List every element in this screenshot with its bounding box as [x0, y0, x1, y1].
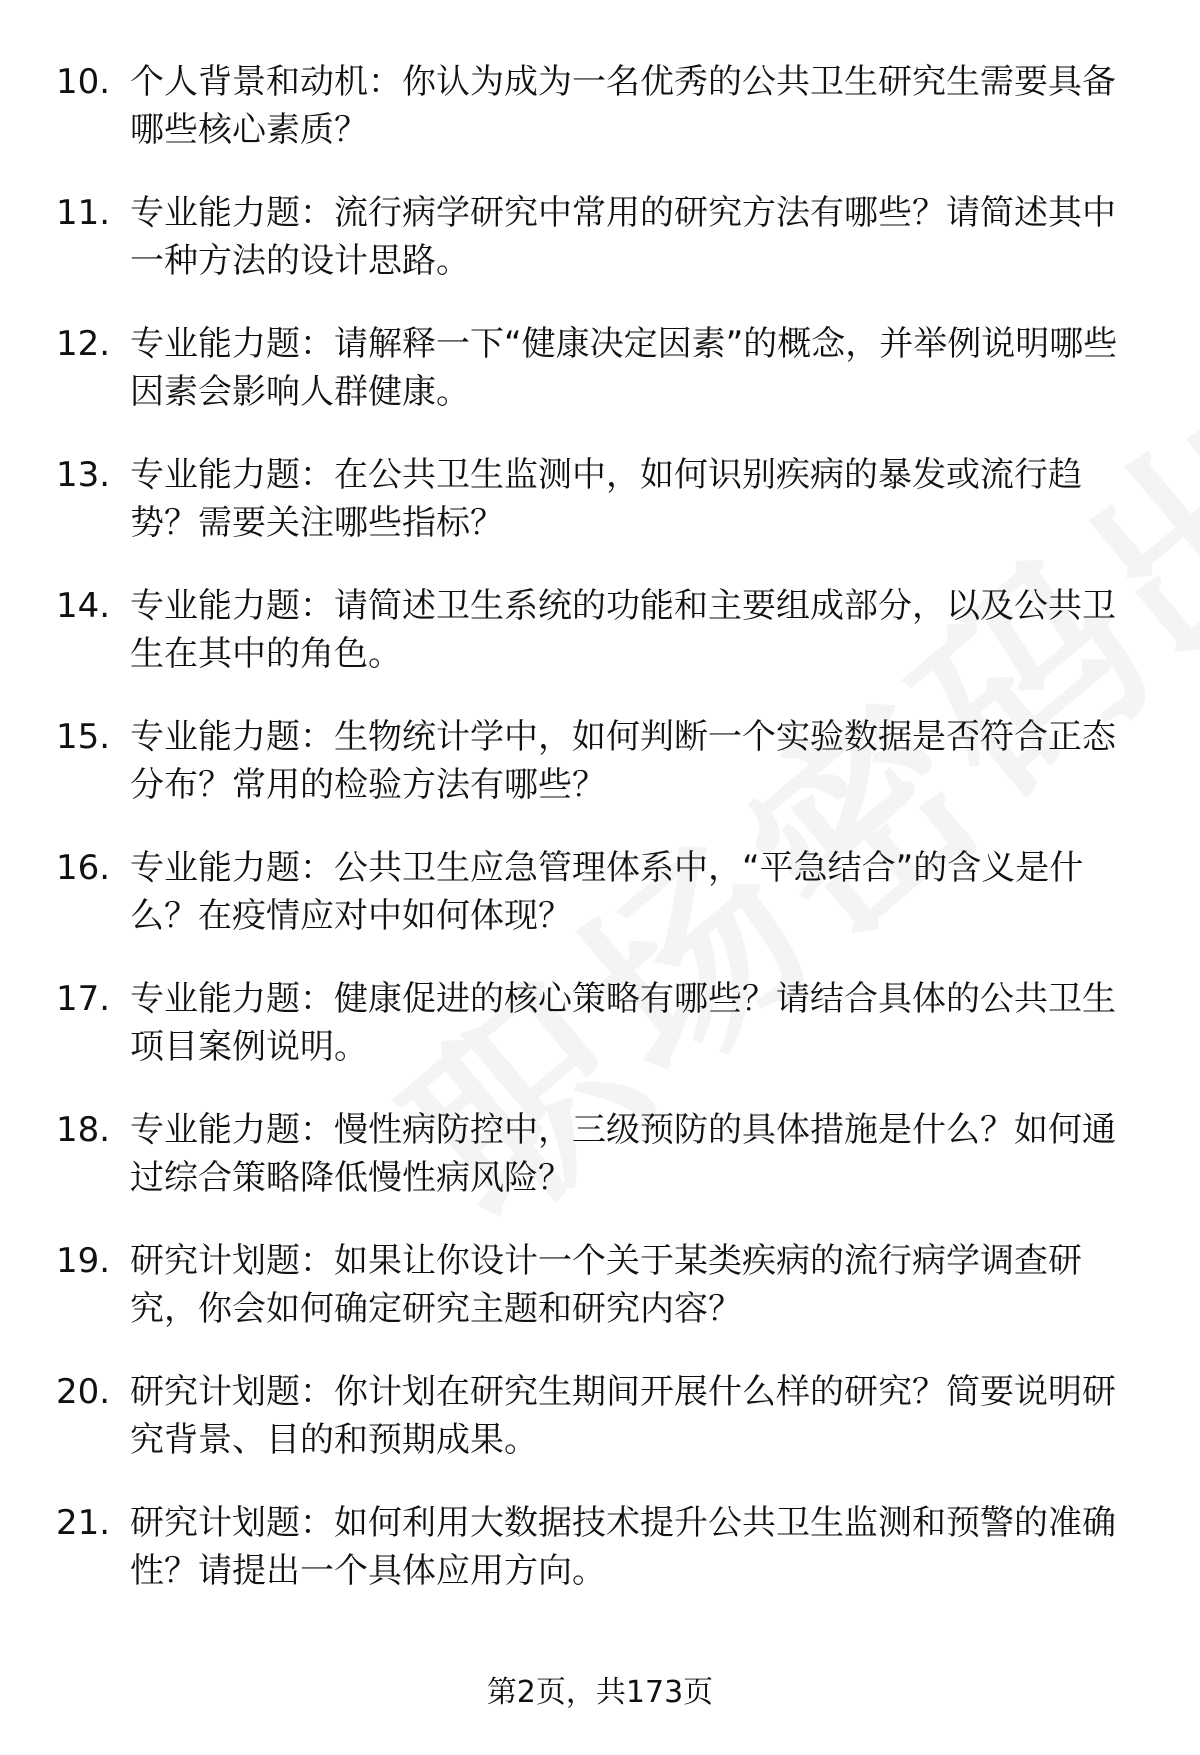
question-item	[0, 1368, 1200, 1499]
question-item	[0, 58, 1200, 189]
question-item	[0, 713, 1200, 844]
question-text: 个人背景和动机：你认为成为一名优秀的公共卫生研究生需要具备哪些核心素质？	[130, 62, 1116, 150]
question-text: 研究计划题：你计划在研究生期间开展什么样的研究？简要说明研究背景、目的和预期成果。	[130, 1372, 1116, 1460]
question-item	[0, 582, 1200, 713]
question-item	[0, 975, 1200, 1106]
question-number: 17.	[56, 979, 111, 1019]
question-number: 15.	[56, 717, 111, 757]
question-item	[0, 189, 1200, 320]
question-text: 专业能力题：流行病学研究中常用的研究方法有哪些？请简述其中一种方法的设计思路。	[130, 193, 1116, 281]
question-text: 专业能力题：生物统计学中，如何判断一个实验数据是否符合正态分布？常用的检验方法有哪些？	[130, 717, 1116, 805]
question-item	[0, 1106, 1200, 1237]
question-number: 12.	[56, 324, 111, 364]
question-number: 16.	[56, 848, 111, 888]
question-text: 研究计划题：如何利用大数据技术提升公共卫生监测和预警的准确性？请提出一个具体应用方向。	[130, 1503, 1116, 1591]
question-number: 21.	[56, 1503, 111, 1543]
question-number: 13.	[56, 455, 111, 495]
question-number: 18.	[56, 1110, 111, 1150]
question-text: 专业能力题：在公共卫生监测中，如何识别疾病的暴发或流行趋势？需要关注哪些指标？	[130, 455, 1082, 543]
question-item	[0, 1237, 1200, 1368]
question-number: 11.	[56, 193, 111, 233]
page-footer: 第2页，共173页	[486, 1675, 714, 1710]
question-number: 20.	[56, 1372, 111, 1412]
question-text: 专业能力题：慢性病防控中，三级预防的具体措施是什么？如何通过综合策略降低慢性病风险？	[130, 1110, 1116, 1198]
question-item	[0, 451, 1200, 582]
question-item	[0, 320, 1200, 451]
question-text: 研究计划题：如果让你设计一个关于某类疾病的流行病学调查研究，你会如何确定研究主题和研究内容？	[130, 1241, 1082, 1329]
question-number: 10.	[56, 62, 111, 102]
question-number: 19.	[56, 1241, 111, 1281]
question-list	[0, 58, 1200, 1630]
question-text: 专业能力题：请简述卫生系统的功能和主要组成部分，以及公共卫生在其中的角色。	[130, 586, 1116, 674]
question-number: 14.	[56, 586, 111, 626]
question-text: 专业能力题：请解释一下“健康决定因素”的概念，并举例说明哪些因素会影响人群健康。	[130, 324, 1118, 412]
question-text: 专业能力题：健康促进的核心策略有哪些？请结合具体的公共卫生项目案例说明。	[130, 979, 1116, 1067]
question-text: 专业能力题：公共卫生应急管理体系中，“平急结合”的含义是什么？在疫情应对中如何体现？	[130, 848, 1084, 936]
question-item	[0, 844, 1200, 975]
question-item	[0, 1499, 1200, 1630]
